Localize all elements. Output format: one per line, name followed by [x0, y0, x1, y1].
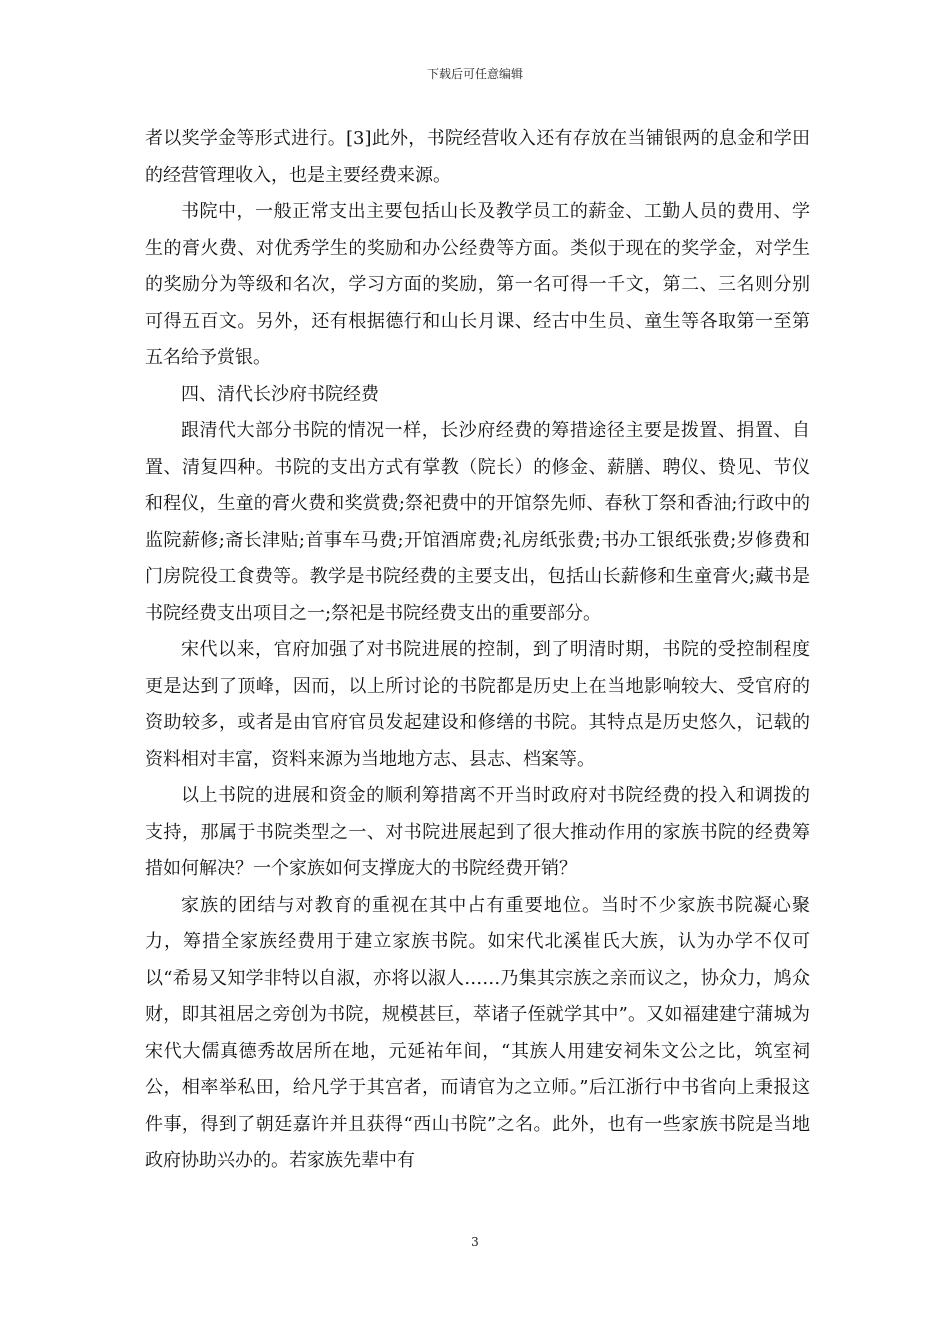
paragraph-song-dynasty: 宋代以来，官府加强了对书院进展的控制，到了明清时期，书院的受控制程度更是达到了顶峰，因而，以上所讨论的书院都是历史上在当地影响较大、受官府的资助较多，或者是由官府官员发起建设和修缮的书院。其特点是历史悠久，记载的资料相对丰富，资料来源为当地地方志、县志、档案等。	[145, 639, 810, 770]
paragraph-expenditures: 书院中，一般正常支出主要包括山长及教学员工的薪金、工勤人员的费用、学生的膏火费、对优秀学生的奖励和办公经费等方面。类似于现在的奖学金，对学生的奖励分为等级和名次，学习方面的奖励，第一名可得一千文，第二、三名则分别可得五百文。另外，还有根据德行和山长月课、经古中生员、童生等各取第一至第五名给予赏银。	[145, 201, 810, 368]
paragraph-family-unity: 家族的团结与对教育的重视在其中占有重要地位。当时不少家族书院凝心聚力，筹措全家族经费用于建立家族书院。如宋代北溪崔氏大族，认为办学不仅可以“希易又知学非特以自淑，亦将以淑人……乃集其宗族之亲而议之，协众力，鸠众财，即其祖居之旁创为书院，规模甚巨，萃诸子侄就学其中”。又如福建建宁蒲城为宋代大儒真德秀故居所在地，元延祐年间，“其族人用建安祠朱文公之比，筑室祠公，相率举私田，给凡学于其宫者，而请官为之立师。”后江浙行中书省向上秉报这件事，得到了朝廷嘉许并且获得“西山书院”之名。此外，也有一些家族书院是当地政府协助兴办的。若家族先辈中有	[145, 894, 810, 1171]
page-number: 3	[471, 1235, 479, 1249]
paragraph-changsha-funding: 跟清代大部分书院的情况一样，长沙府经费的筹措途径主要是拨置、捐置、自置、清复四种。书院的支出方式有掌教（院长）的修金、薪膳、聘仪、贽见、节仪和程仪，生童的膏火费和奖赏费;祭祀费中的开馆祭先师、春秋丁祭和香油;行政中的监院薪修;斋长津贴;首事车马费;开馆酒席费;礼房纸张费;书办工银纸张费;岁修费和门房院役工食费等。教学是书院经费的主要支出，包括山长薪修和生童膏火;藏书是书院经费支出项目之一;祭祀是书院经费支出的重要部分。	[145, 420, 810, 624]
paragraph-family-academies-question: 以上书院的进展和资金的顺利筹措离不开当时政府对书院经费的投入和调拨的支持，那属于书院类型之一、对书院进展起到了很大推动作用的家族书院的经费筹措如何解决？一个家族如何支撑庞大的书院经费开销？	[145, 785, 810, 879]
page-header: 下载后可任意编辑	[426, 67, 523, 81]
section-heading: 四、清代长沙府书院经费	[181, 383, 379, 405]
document-body	[145, 121, 810, 1180]
paragraph-continuation: 者以奖学金等形式进行。[3]此外，书院经营收入还有存放在当铺银两的息金和学田的经营管理收入，也是主要经费来源。	[145, 128, 810, 186]
